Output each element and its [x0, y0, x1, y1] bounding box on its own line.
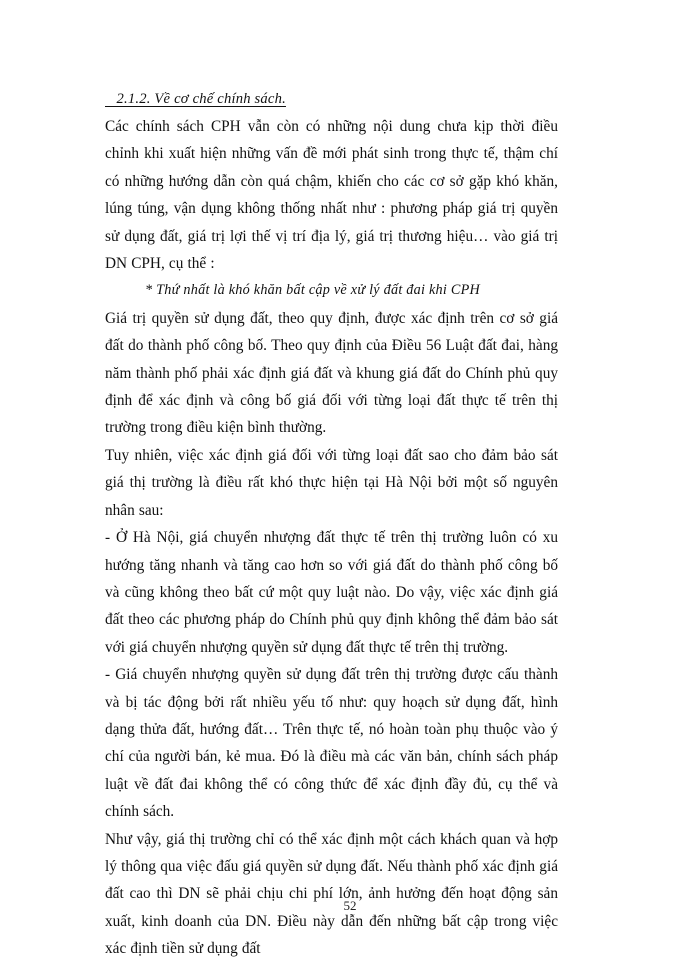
paragraph-1: Các chính sách CPH vẫn còn có những nội dung chưa kịp thời điều chỉnh khi xuất hiện những vấn đề mới phát sinh trong thực tế, thậm chí có những hướng dẫn còn quá chậm, khiến cho các cơ sở gặp khó khăn, lúng túng, vận dụng không thống nhất như : phương pháp giá trị quyền sử dụng đất, giá trị lợi thế vị trí địa lý, giá trị thương hiệu… vào giá trị DN CPH, cụ thể :: [105, 118, 558, 273]
paragraph-2: Giá trị quyền sử dụng đất, theo quy định, được xác định trên cơ sở giá đất do thành phố công bố. Theo quy định của Điều 56 Luật đất đai, hàng năm thành phố phải xác định giá đất và khung giá đất do Chính phủ quy định để xác định và công bố giá đối với từng loại đất thực tế trên thị trường trong điều kiện bình thường.: [105, 309, 558, 437]
paragraph-4: - Ở Hà Nội, giá chuyển nhượng đất thực tế trên thị trường luôn có xu hướng tăng nhanh và tăng cao hơn so với giá đất do thành phố công bố và cũng không theo bất cứ một quy luật nào. Do vậy, việc xác định giá đất theo các phương pháp do Chính phủ quy định không thể đảm bảo sát với giá chuyển nhượng quyền sử dụng đất thực tế trên thị trường.: [105, 529, 558, 656]
section-heading: [105, 86, 558, 112]
paragraph-6: Như vậy, giá thị trường chỉ có thể xác định một cách khách quan và hợp lý thông qua việc đấu giá quyền sử dụng đất. Nếu thành phố xác định giá đất cao thì DN sẽ phải chịu chi phí lớn, ảnh hưởng đến hoạt động sản xuất, kinh doanh của DN. Điều này dẫn đến những bất cập trong việc xác định tiền sử dụng đất: [105, 830, 558, 958]
paragraph-3: Tuy nhiên, việc xác định giá đối với từng loại đất sao cho đảm bảo sát giá thị trường là điều rất khó thực hiện tại Hà Nội bởi một số nguyên nhân sau:: [105, 446, 558, 519]
section-heading-text: 2.1.2. Về cơ chế chính sách.: [105, 91, 286, 107]
sub-heading: * Thứ nhất là khó khăn bất cập về xử lý đất đai khi CPH: [145, 282, 480, 299]
page-number: 52: [343, 898, 357, 913]
paragraph-5: - Giá chuyển nhượng quyền sử dụng đất trên thị trường được cấu thành và bị tác động bởi rất nhiều yếu tố như: quy hoạch sử dụng đất, hình dạng thửa đất, hướng đất… Trên thực tế, nó hoàn toàn phụ thuộc vào ý chí của người bán, kẻ mua. Đó là điều mà các văn bản, chính sách pháp luật về đất đai không thể có công thức để xác định đầy đủ, cụ thể và chính sách.: [105, 666, 558, 821]
page-body: [105, 86, 558, 960]
